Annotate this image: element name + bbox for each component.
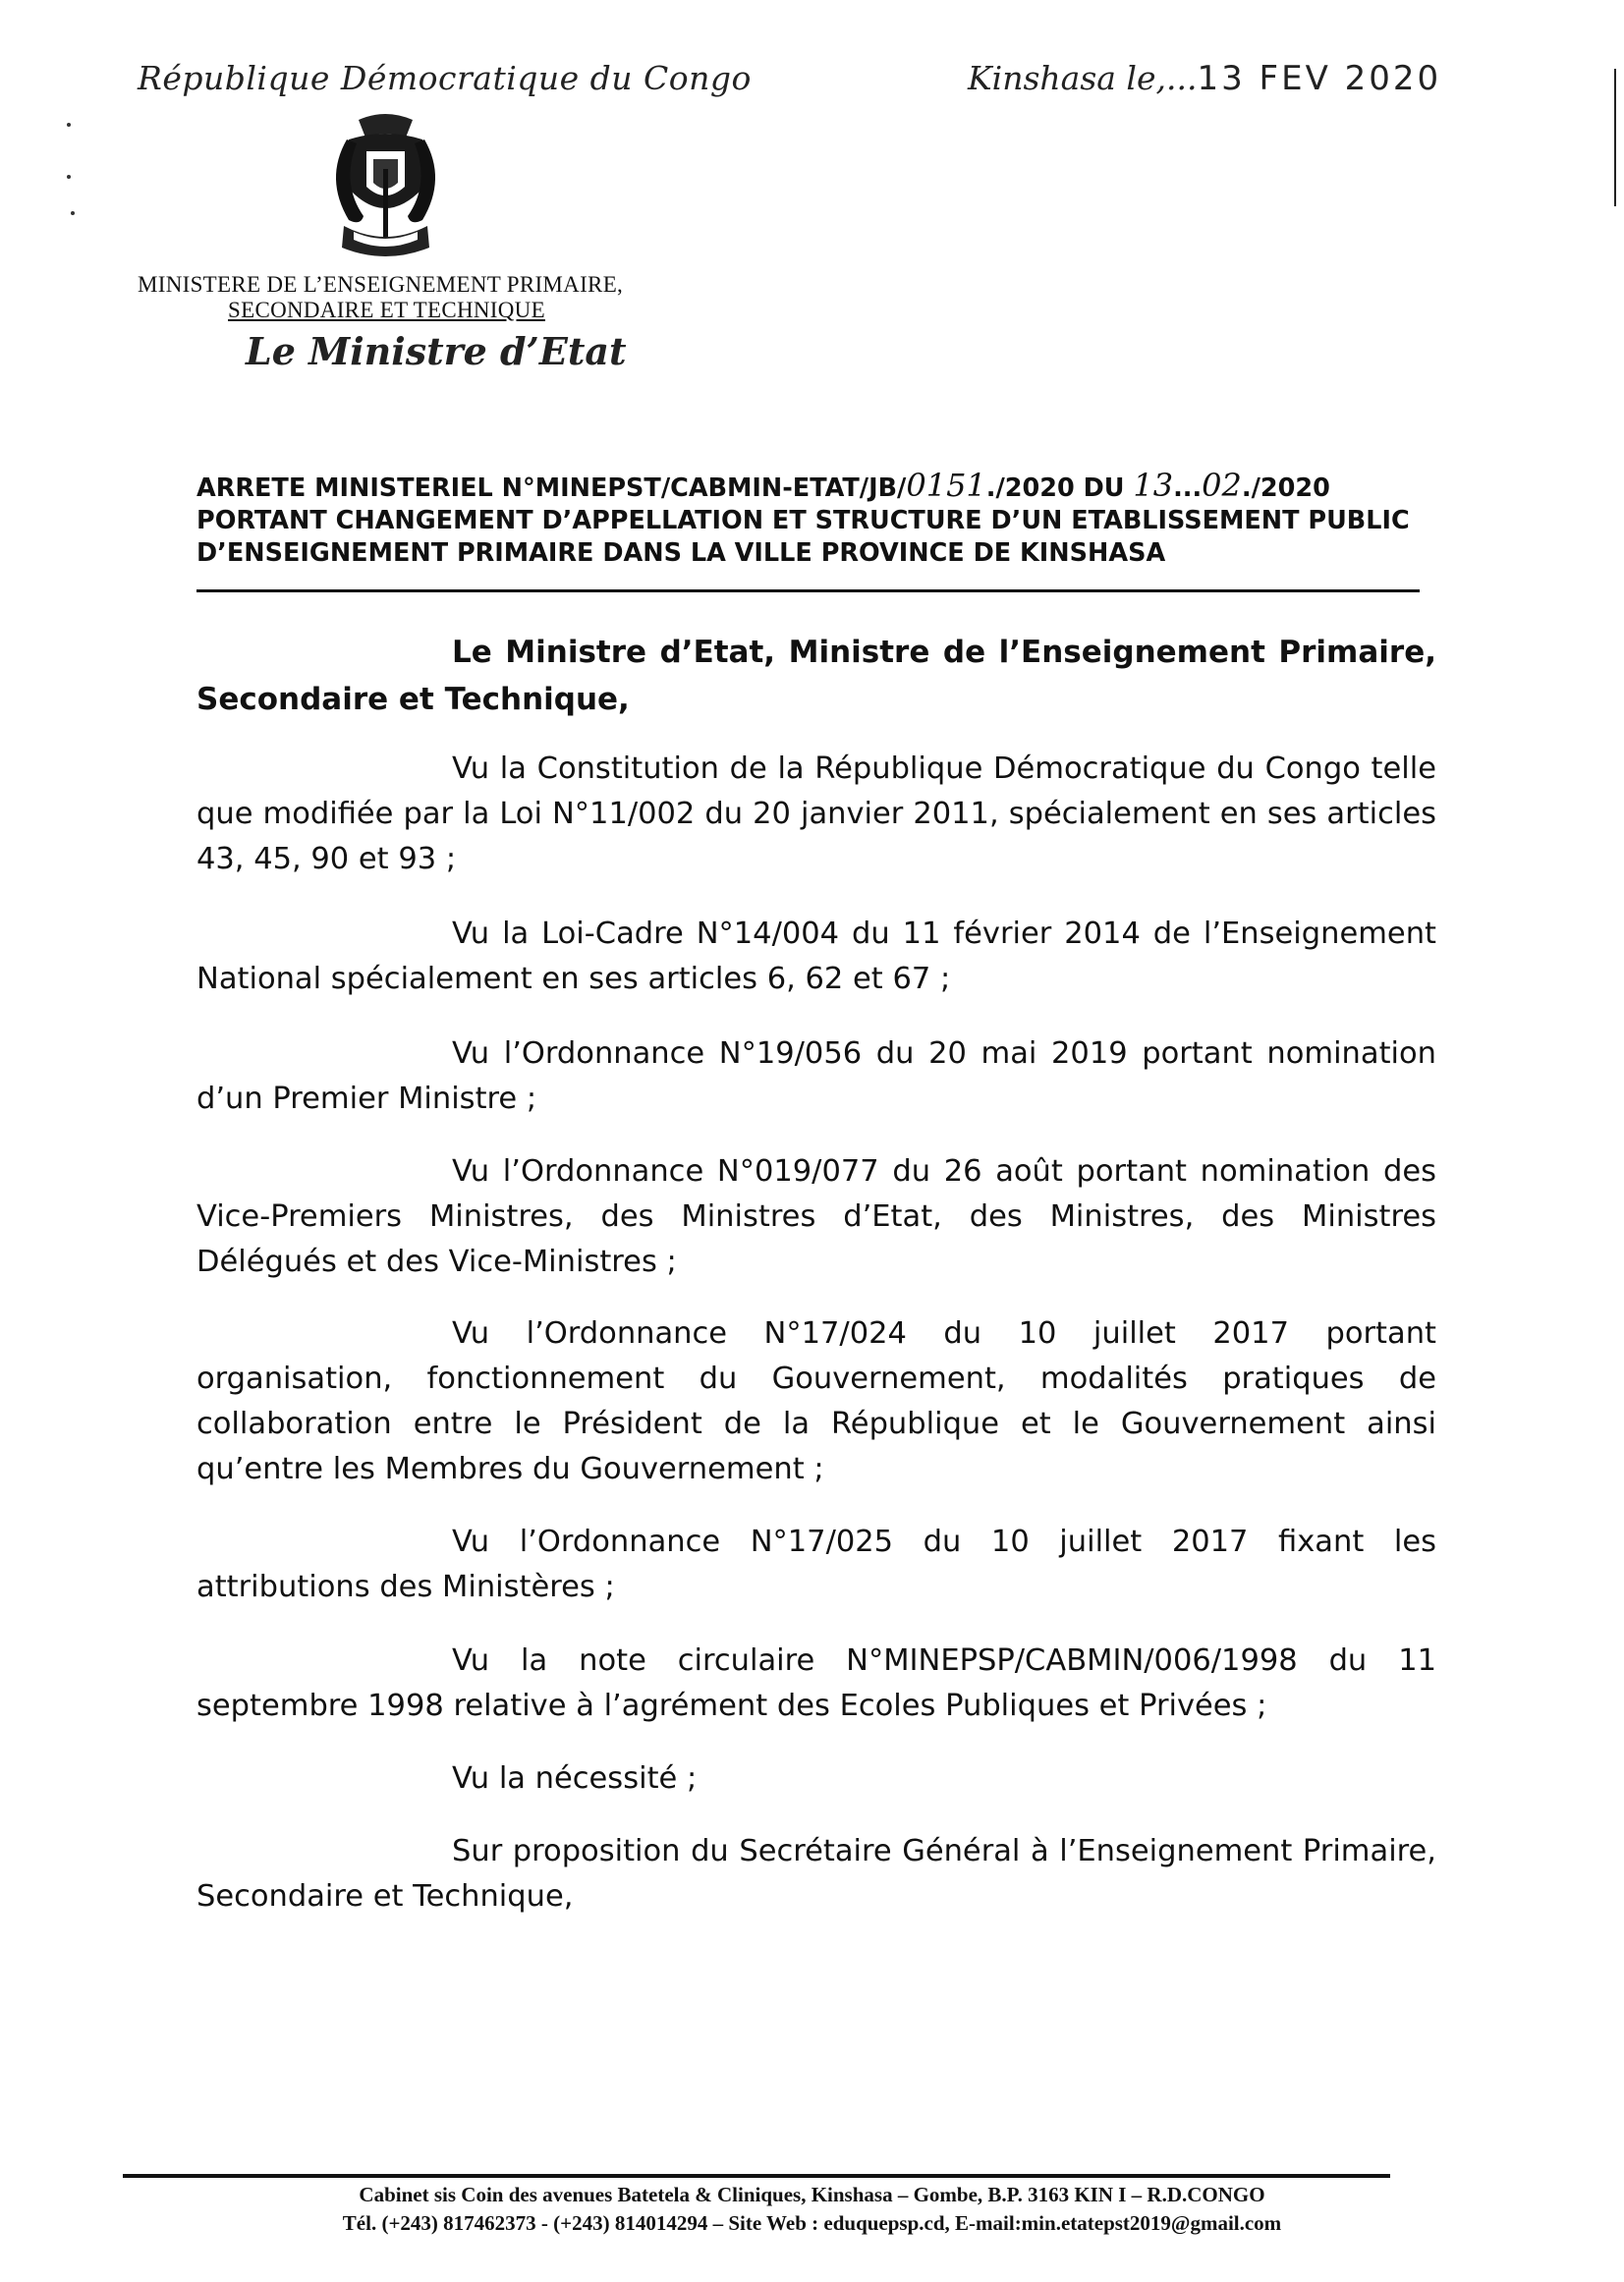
visa-paragraph: Vu la note circulaire N°MINEPSP/CABMIN/006/1998 du 11 septembre 1998 relative à l’agrément des Ecoles Publiques et Privées ;: [196, 1643, 1436, 1723]
handwritten-arrete-number: 0151: [906, 467, 986, 504]
arrete-title-block: [196, 467, 1436, 570]
minister-title: Le Ministre d’Etat: [246, 329, 627, 373]
visa-paragraph: Vu la nécessité ;: [452, 1761, 698, 1796]
ministry-name-line2: SECONDAIRE ET TECHNIQUE: [228, 298, 545, 322]
margin-mark: [67, 123, 71, 127]
margin-mark: [67, 175, 71, 179]
handwritten-day: 13: [1133, 467, 1174, 504]
visa-paragraph: Vu la Constitution de la République Démocratique du Congo telle que modifiée par la Loi N°11/002 du 20 janvier 2011, spécialement en ses articles 43, 45, 90 et 93 ;: [196, 751, 1436, 876]
visa-paragraph: Vu l’Ordonnance N°019/077 du 26 août portant nomination des Vice-Premiers Ministres, des Ministres d’Etat, des Ministres, des Ministres Délégués et des Vice-Ministres ;: [196, 1154, 1436, 1279]
ministry-name-line1: MINISTERE DE L’ENSEIGNEMENT PRIMAIRE,: [138, 272, 624, 297]
scan-edge-line: [1614, 69, 1616, 206]
visa-paragraph: Vu l’Ordonnance N°17/025 du 10 juillet 2017 fixant les attributions des Ministères ;: [196, 1525, 1436, 1604]
header-republic: République Démocratique du Congo: [138, 59, 752, 97]
title-underline-rule: [196, 589, 1420, 592]
arrete-line2: PORTANT CHANGEMENT D’APPELLATION ET STRUCTURE D’UN ETABLISSEMENT PUBLIC: [196, 506, 1410, 535]
margin-mark: [71, 211, 75, 215]
intro-paragraph: Le Ministre d’Etat, Ministre de l’Enseignement Primaire, Secondaire et Technique,: [196, 635, 1436, 717]
handwritten-month: 02: [1202, 467, 1242, 504]
coat-of-arms-emblem: [319, 110, 452, 257]
arrete-line3: D’ENSEIGNEMENT PRIMAIRE DANS LA VILLE PROVINCE DE KINSHASA: [196, 538, 1166, 568]
header-place-date: [968, 59, 1441, 98]
visa-paragraph: Vu l’Ordonnance N°19/056 du 20 mai 2019 portant nomination d’un Premier Ministre ;: [196, 1036, 1436, 1116]
footer-contact: Tél. (+243) 817462373 - (+243) 814014294 – Site Web : eduquepsp.cd, E-mail:min.etatepst2019@gmail.com: [342, 2211, 1282, 2235]
visa-paragraph: Sur proposition du Secrétaire Général à l’Enseignement Primaire, Secondaire et Technique,: [196, 1834, 1436, 1914]
place-prefix: Kinshasa le,...: [968, 59, 1198, 97]
visa-paragraph: Vu la Loi-Cadre N°14/004 du 11 février 2014 de l’Enseignement National spécialement en ses articles 6, 62 et 67 ;: [196, 917, 1436, 996]
visa-paragraph: Vu l’Ordonnance N°17/024 du 10 juillet 2017 portant organisation, fonctionnement du Gouvernement, modalités pratiques de collaboration entre le Président de la République et le Gouvernement ainsi qu’entre les Membres du Gouvernement ;: [196, 1316, 1436, 1486]
handwritten-date: 13 FEV 2020: [1197, 59, 1442, 98]
arrete-line1: ARRETE MINISTERIEL N°MINEPST/CABMIN-ETAT/JB/0151./2020 DU 13...02./2020: [196, 467, 1330, 504]
footer-address: Cabinet sis Coin des avenues Batetela & Cliniques, Kinshasa – Gombe, B.P. 3163 KIN I – R.D.CONGO: [359, 2183, 1265, 2206]
footer-rule: [123, 2174, 1390, 2178]
